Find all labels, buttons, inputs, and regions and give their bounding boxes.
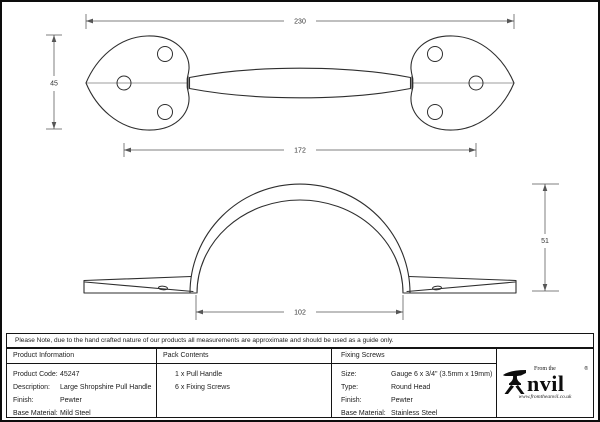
column-header: Fixing Screws xyxy=(332,349,496,364)
screw-slot xyxy=(158,286,167,290)
row-value: Gauge 6 x 3/4" (3.5mm x 19mm) xyxy=(391,371,493,378)
grip-collars xyxy=(188,77,412,90)
row-value: Pewter xyxy=(60,397,82,404)
fixing-screws-column xyxy=(331,349,496,417)
screw-hole xyxy=(158,105,173,120)
logo-tagline: From the xyxy=(534,366,556,372)
from-the-anvil-logo xyxy=(500,366,590,400)
screw-hole xyxy=(158,47,173,62)
table-row xyxy=(332,381,496,394)
dim-label-width: 45 xyxy=(50,80,58,88)
table-row xyxy=(332,407,496,420)
product-information-column xyxy=(7,349,156,417)
top-view xyxy=(46,14,514,157)
dim-label-grip-span: 102 xyxy=(294,309,306,317)
left-plate-profile xyxy=(84,277,196,294)
measurement-note: Please Note, due to the hand crafted nature of our products all measurements are approximate and should be used as a guide only. xyxy=(6,333,594,348)
row-value: Large Shropshire Pull Handle xyxy=(60,384,152,391)
row-label: Size: xyxy=(341,371,357,378)
row-value: Stainless Steel xyxy=(391,410,438,417)
dim-label-fixing-centres: 172 xyxy=(294,147,306,155)
screw-hole xyxy=(428,105,443,120)
row-label: Finish: xyxy=(341,397,362,404)
side-view xyxy=(84,184,559,320)
row-label: Product Code: xyxy=(13,371,58,378)
pack-contents-column xyxy=(156,349,331,417)
table-row xyxy=(332,368,496,381)
right-plate-profile xyxy=(404,277,516,294)
screw-slot xyxy=(432,286,441,290)
row-value: Round Head xyxy=(391,384,431,391)
dim-label-projection: 51 xyxy=(541,238,549,245)
brand-cell xyxy=(496,349,593,417)
table-row: 6 x Fixing Screws xyxy=(175,384,230,391)
logo-wordmark: nvil xyxy=(527,371,565,396)
table-row xyxy=(7,394,156,407)
screw-hole xyxy=(428,47,443,62)
row-value: Mild Steel xyxy=(60,410,91,417)
table-row: 1 x Pull Handle xyxy=(175,371,223,378)
row-value: 45247 xyxy=(60,371,80,378)
technical-drawing xyxy=(2,2,598,331)
registered-mark: ® xyxy=(584,366,588,372)
row-label: Finish: xyxy=(13,397,34,404)
anvil-icon xyxy=(502,368,528,394)
row-label: Type: xyxy=(341,384,359,391)
row-value: Pewter xyxy=(391,397,413,404)
handle-grip-outline xyxy=(190,68,411,98)
column-header: Pack Contents xyxy=(157,349,331,364)
table-row xyxy=(7,368,156,381)
column-header: Product Information xyxy=(7,349,156,364)
logo-website: www.fromtheanvil.co.uk xyxy=(518,394,572,400)
table-row xyxy=(7,381,156,394)
bow-inner-curve xyxy=(197,200,403,293)
table-row xyxy=(332,394,496,407)
row-label: Base Material: xyxy=(341,410,386,417)
spec-table xyxy=(6,348,594,418)
dim-label-length: 230 xyxy=(294,18,306,26)
row-label: Description: xyxy=(13,384,50,391)
row-label: Base Material: xyxy=(13,410,58,417)
table-row xyxy=(7,407,156,420)
